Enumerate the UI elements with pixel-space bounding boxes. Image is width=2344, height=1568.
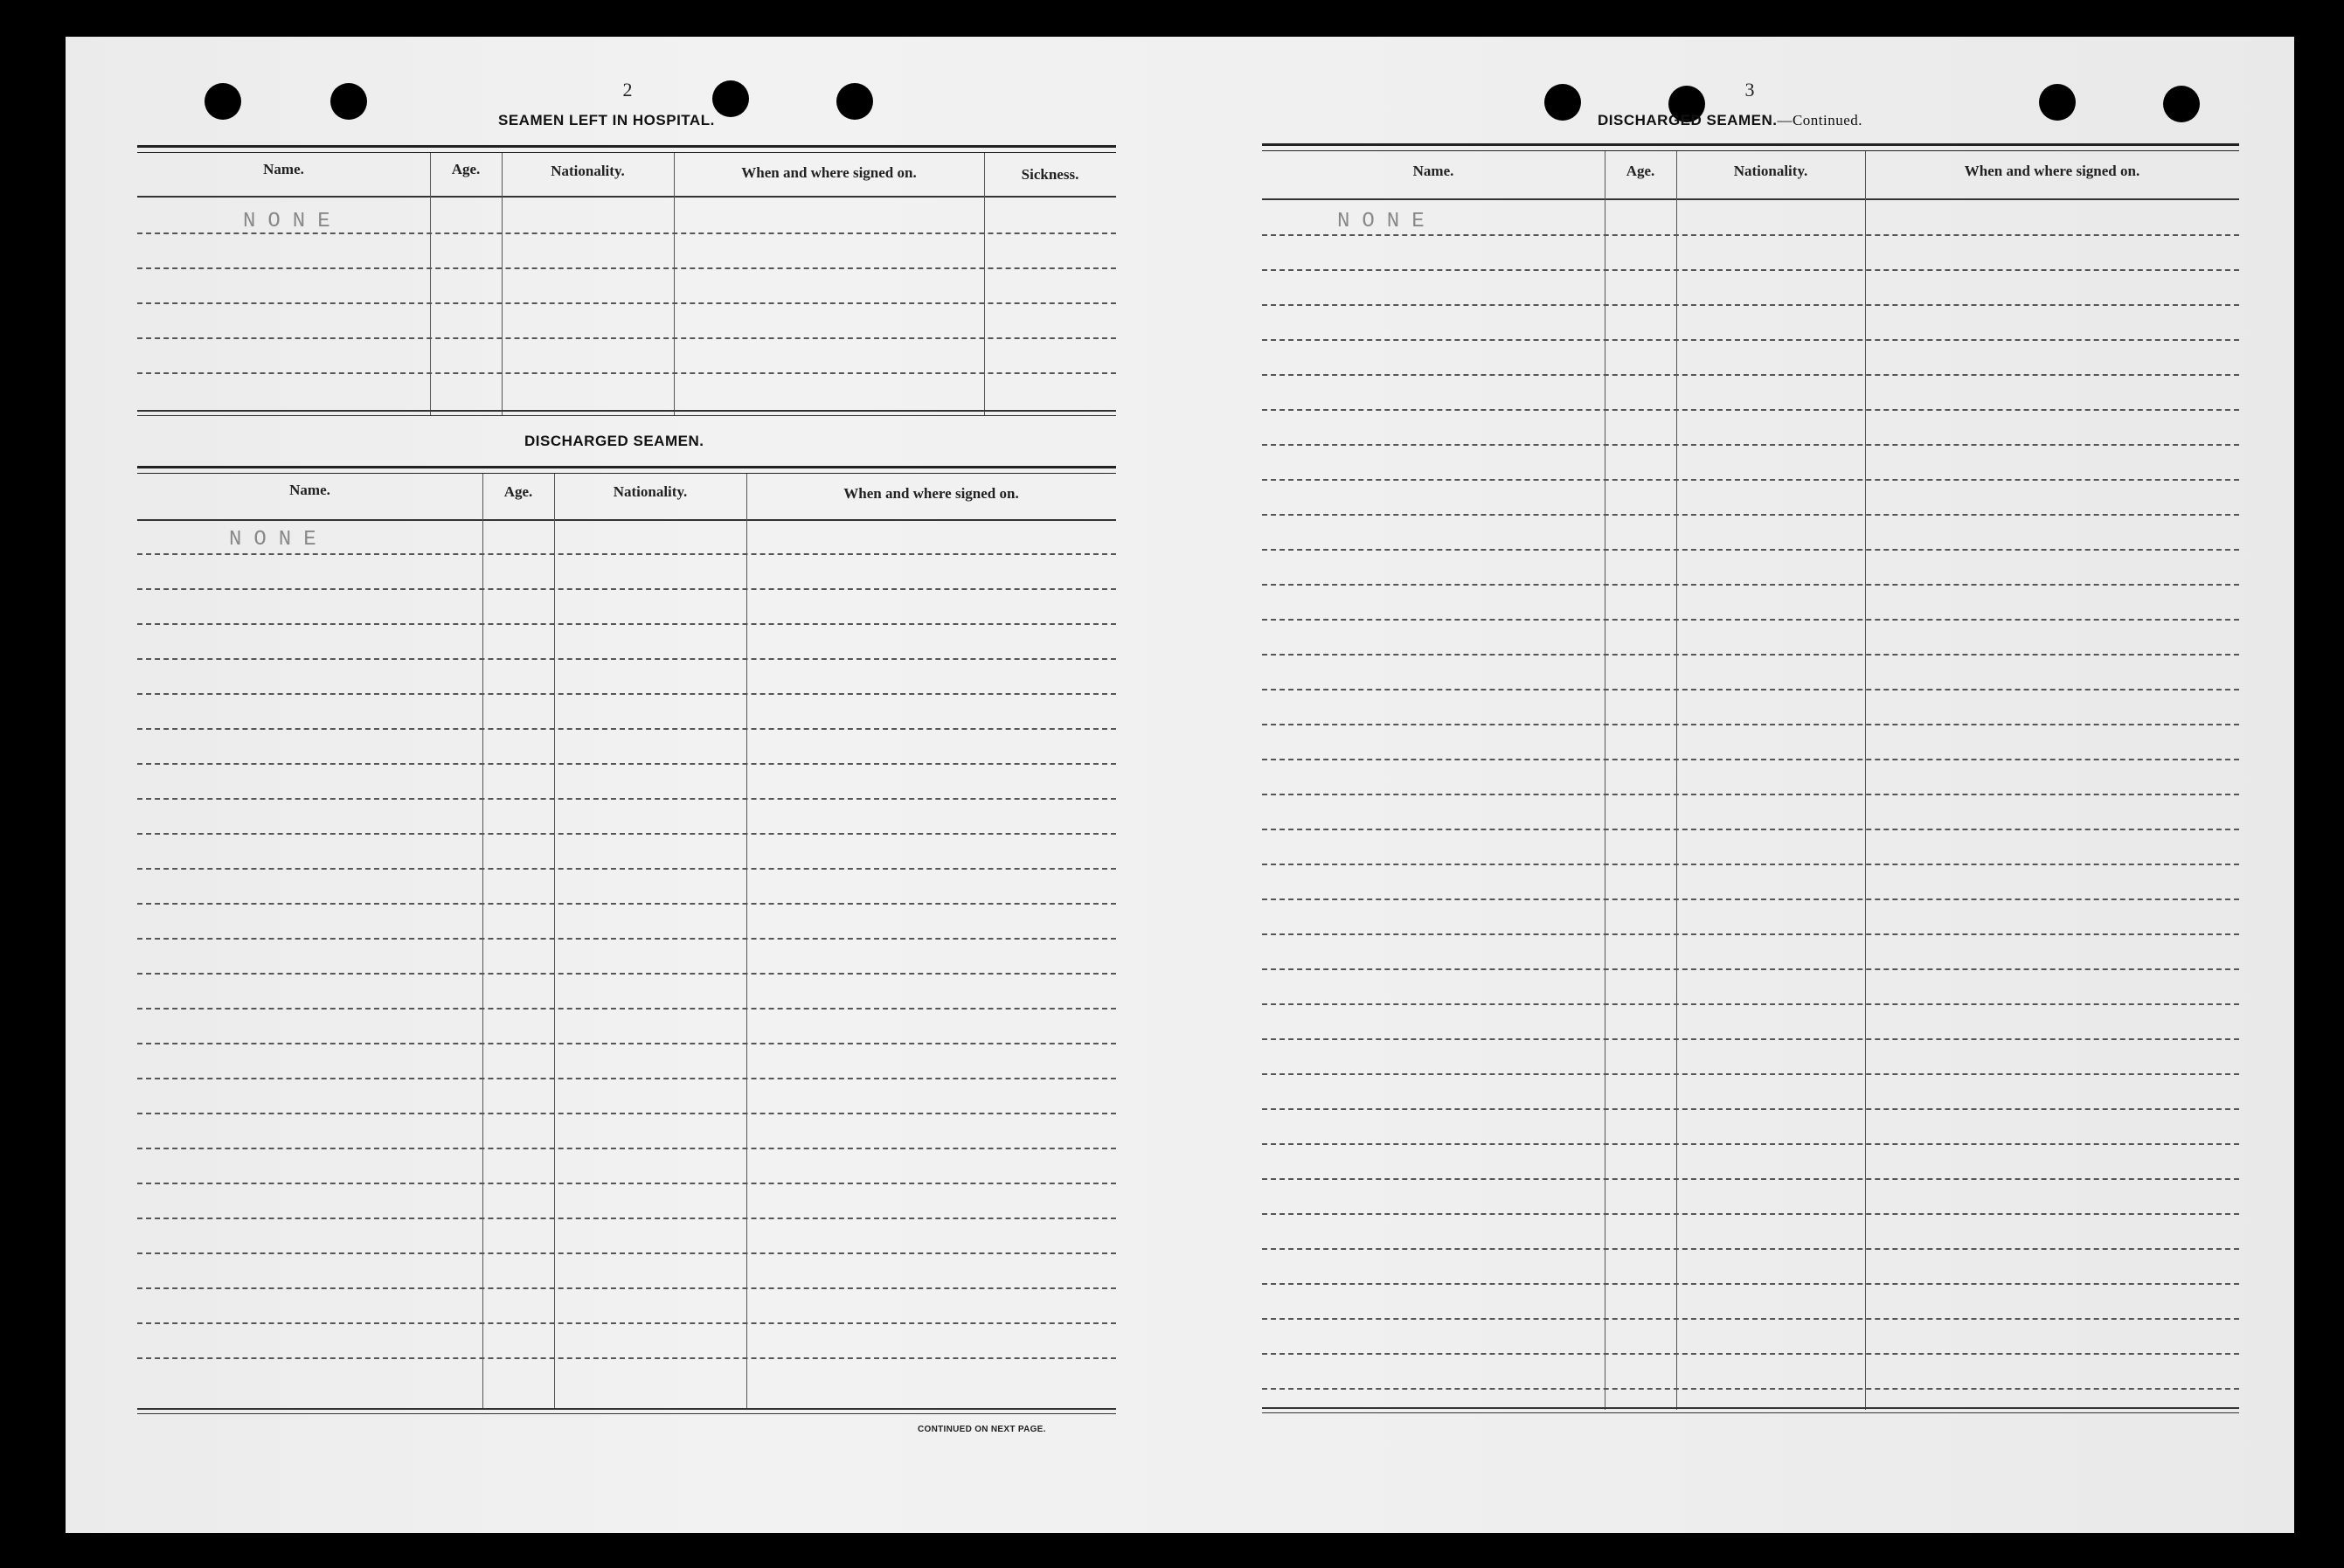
column-header-signed-on: When and where signed on. bbox=[843, 485, 1019, 502]
hospital-table bbox=[137, 145, 1116, 416]
column-header-age: Age. bbox=[451, 161, 481, 177]
title-text: DISCHARGED SEAMEN. bbox=[1598, 112, 1778, 128]
discharged-table bbox=[137, 466, 1116, 1414]
column-header-nationality: Nationality. bbox=[613, 483, 688, 500]
none-stamp: NONE bbox=[243, 210, 343, 233]
punch-hole bbox=[2039, 84, 2076, 121]
punch-hole bbox=[712, 80, 749, 117]
discharged-section-title: DISCHARGED SEAMEN. bbox=[524, 433, 704, 449]
punch-hole bbox=[1544, 84, 1581, 121]
column-header-signed-on: When and where signed on. bbox=[1964, 163, 2140, 179]
column-header-signed-on: When and where signed on. bbox=[741, 164, 917, 181]
hospital-section-title: SEAMEN LEFT IN HOSPITAL. bbox=[498, 112, 715, 128]
page-number: 2 bbox=[622, 79, 633, 101]
column-header-age: Age. bbox=[1626, 163, 1655, 179]
discharged-continued-title bbox=[1598, 112, 1862, 129]
title-suffix: —Continued. bbox=[1777, 112, 1863, 128]
column-header-name: Name. bbox=[263, 161, 304, 177]
column-header-age: Age. bbox=[503, 483, 533, 500]
discharged-continued-table bbox=[1262, 143, 2239, 1415]
none-stamp: NONE bbox=[1337, 210, 1437, 233]
column-header-name: Name. bbox=[289, 482, 330, 498]
punch-hole bbox=[330, 83, 367, 120]
punch-hole bbox=[205, 83, 241, 120]
column-header-sickness: Sickness. bbox=[1021, 166, 1079, 183]
continued-note: CONTINUED ON NEXT PAGE. bbox=[918, 1425, 1046, 1434]
column-header-nationality: Nationality. bbox=[551, 163, 625, 179]
column-header-nationality: Nationality. bbox=[1733, 163, 1808, 179]
punch-hole bbox=[2163, 86, 2200, 122]
page-number: 3 bbox=[1744, 79, 1755, 101]
punch-hole bbox=[836, 83, 873, 120]
none-stamp: NONE bbox=[229, 528, 329, 552]
column-header-name: Name. bbox=[1412, 163, 1454, 179]
